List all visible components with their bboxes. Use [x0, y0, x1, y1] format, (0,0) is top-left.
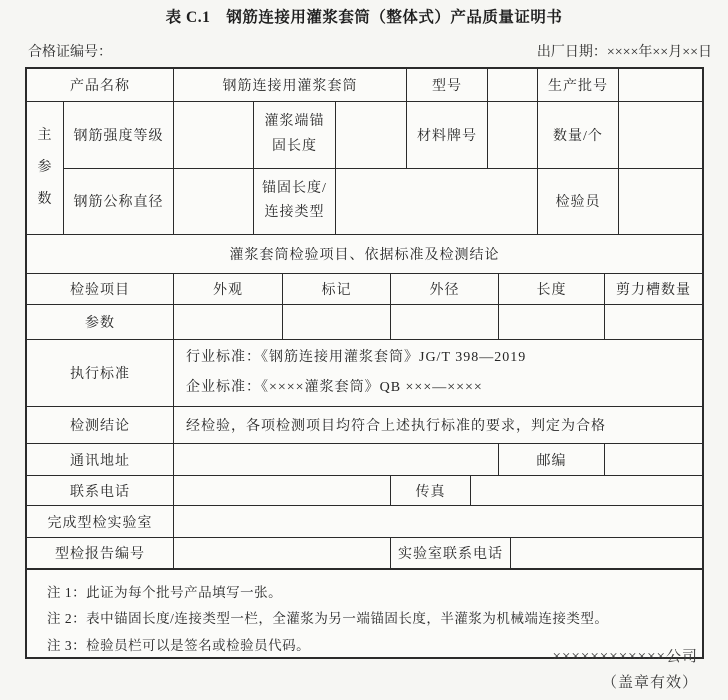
certificate-number-label: 合格证编号： — [28, 45, 112, 60]
batch-number-value-cell — [619, 69, 702, 101]
row-type-test-lab — [27, 506, 702, 538]
row-phone — [27, 476, 702, 506]
quantity-label: 数量/个 — [538, 102, 619, 168]
model-label: 型号 — [407, 69, 488, 101]
inspection-col-appearance: 外观 — [174, 274, 283, 304]
main-parameters-label — [27, 102, 64, 234]
param-length-value-cell — [499, 305, 605, 339]
page-title: 表 C.1 钢筋连接用灌浆套筒（整体式）产品质量证明书 — [165, 9, 563, 26]
strength-grade-value-cell — [174, 102, 254, 168]
postcode-label: 邮编 — [499, 444, 605, 475]
anchor-length-connection-type-label: 锚固长度/连接类型 — [254, 169, 336, 235]
param-outer-diameter-value-cell — [391, 305, 499, 339]
meta-row — [0, 27, 728, 67]
factory-date-label: 出厂日期：××××年××月××日 — [536, 45, 712, 60]
anchor-length-connection-type-value-cell — [336, 169, 538, 235]
inspection-col-marking: 标记 — [283, 274, 391, 304]
main-parameters-subgrid — [64, 102, 702, 234]
product-name-value: 钢筋连接用灌浆套筒 — [174, 69, 407, 101]
phone-label: 联系电话 — [27, 476, 174, 505]
inspection-col-outer-diameter: 外径 — [391, 274, 499, 304]
row-conclusion — [27, 407, 702, 444]
inspection-items-label: 检验项目 — [27, 274, 174, 304]
certificate-table — [25, 67, 704, 659]
material-grade-value-cell — [488, 102, 538, 168]
type-test-lab-value-cell — [174, 506, 702, 537]
conclusion-label: 检测结论 — [27, 407, 174, 443]
grout-end-anchor-length-value-cell — [336, 102, 407, 168]
material-grade-label: 材料牌号 — [407, 102, 488, 168]
row-product-name — [27, 69, 702, 102]
row-inspection-params — [27, 305, 702, 340]
quantity-value-cell — [619, 102, 702, 168]
address-label: 通讯地址 — [27, 444, 174, 475]
row-inspection-items — [27, 274, 702, 305]
inspection-col-length: 长度 — [499, 274, 605, 304]
type-test-lab-label: 完成型检实验室 — [27, 506, 174, 537]
nominal-diameter-value-cell — [174, 169, 254, 235]
postcode-value-cell — [605, 444, 702, 475]
row-standards — [27, 340, 702, 407]
address-value-cell — [174, 444, 499, 475]
main-parameters-vertical-text: 主参数 — [37, 127, 53, 208]
footer-signature-block — [552, 644, 698, 697]
param-appearance-value-cell — [174, 305, 283, 339]
row-nominal-diameter — [64, 169, 702, 235]
lab-phone-label: 实验室联系电话 — [391, 538, 511, 568]
strength-grade-label: 钢筋强度等级 — [64, 102, 174, 168]
fax-value-cell — [471, 476, 702, 505]
nominal-diameter-label: 钢筋公称直径 — [64, 169, 174, 235]
param-marking-value-cell — [283, 305, 391, 339]
company-name: ××××××××××××公司 — [552, 649, 698, 665]
row-section-header — [27, 235, 702, 274]
param-shear-groove-value-cell — [605, 305, 702, 339]
note-3: 注 3：检验员栏可以是签名或检验员代码。 — [47, 637, 311, 653]
inspection-col-shear-groove-count: 剪力槽数量 — [616, 283, 691, 298]
standards-content — [174, 340, 702, 406]
row-main-parameters — [27, 102, 702, 235]
report-number-label: 型检报告编号 — [27, 538, 174, 568]
conclusion-value: 经检验，各项检测项目均符合上述执行标准的要求，判定为合格 — [186, 419, 606, 434]
phone-value-cell — [174, 476, 391, 505]
params-label: 参数 — [27, 305, 174, 339]
lab-phone-value-cell — [511, 538, 702, 568]
model-value-cell — [488, 69, 538, 101]
section-header-text: 灌浆套筒检验项目、依据标准及检测结论 — [229, 248, 500, 263]
row-strength-grade — [64, 102, 702, 169]
product-name-label: 产品名称 — [27, 69, 174, 101]
seal-validity-note: （盖章有效） — [601, 675, 698, 692]
batch-number-label: 生产批号 — [538, 69, 619, 101]
inspector-value-cell — [619, 169, 702, 235]
report-number-value-cell — [174, 538, 391, 568]
row-address — [27, 444, 702, 476]
note-2: 注 2：表中锚固长度/连接类型一栏，全灌浆为另一端锚固长度，半灌浆为机械端连接类型。 — [47, 611, 609, 627]
enterprise-standard-line: 企业标准：《××××灌浆套筒》QB ×××—×××× — [186, 380, 483, 395]
inspector-label: 检验员 — [538, 169, 619, 235]
industry-standard-line: 行业标准：《钢筋连接用灌浆套筒》JG/T 398—2019 — [186, 349, 527, 365]
standards-label: 执行标准 — [27, 340, 174, 406]
note-1: 注 1：此证为每个批号产品填写一张。 — [47, 585, 283, 600]
grout-end-anchor-length-label: 灌浆端锚固长度 — [254, 102, 336, 168]
fax-label: 传真 — [391, 476, 471, 505]
row-report-number — [27, 538, 702, 570]
